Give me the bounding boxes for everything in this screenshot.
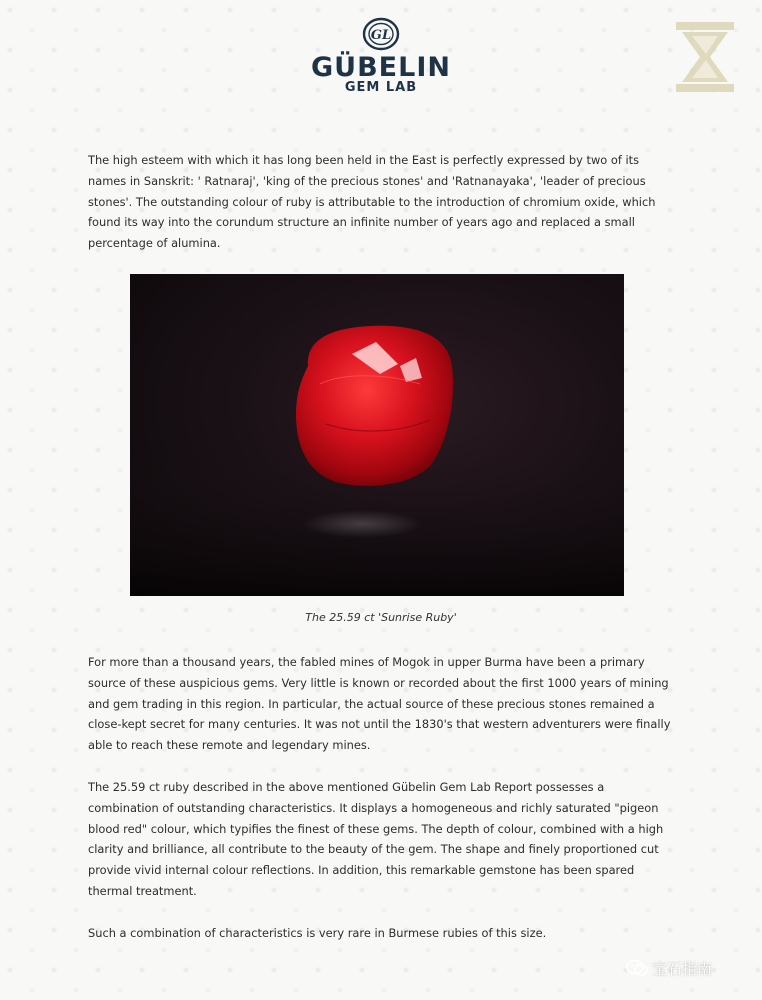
wechat-icon (626, 959, 648, 977)
watermark-text: 宝石指南 (652, 959, 713, 978)
description-paragraph: The 25.59 ct ruby described in the above mentioned Gübelin Gem Lab Report possesses a combination of outstanding characteristics. It displays a homogeneous and richly saturated "pigeon blood red" colour, which typifies the finest of these gems. The depth of colour, combined with a high clarity and brilliance, all contribute to the beauty of the gem. The shape and finely proportioned cut provide vivid internal colour reflections. In addition, this remarkable gemstone has been spared thermal treatment. (88, 780, 664, 898)
intro-paragraph: The high esteem with which it has long been held in the East is perfectly expressed by two of its names in Sanskrit: ' Ratnaraj', 'king of the precious stones' and 'Ratnanayaka', 'leader of precious stones'. The outstanding colour of ruby is attributable to the introduction of chromium oxide, which found its way into the corundum structure an infinite number of years ago and replaced a small percentage of alumina. (88, 153, 656, 251)
svg-text:GL: GL (370, 28, 392, 43)
brand-name: GÜBELIN (311, 52, 451, 83)
history-paragraph: For more than a thousand years, the fabled mines of Mogok in upper Burma have been a primary source of these auspicious gems. Very little is known or recorded about the first 1000 years of mining and gem trading in this region. In particular, the actual source of these precious stones remained a close-kept secret for many centuries. It was not until the 1830's that western adventurers were finally able to reach these remote and legendary mines. (88, 655, 671, 753)
conclusion-paragraph: Such a combination of characteristics is very rare in Burmese rubies of this size. (88, 926, 547, 940)
corner-emblem-icon (670, 18, 740, 96)
ruby-illustration (130, 274, 624, 596)
photo-caption: The 25.59 ct 'Sunrise Ruby' (305, 611, 457, 624)
gubelin-monogram-icon (361, 16, 401, 52)
source-watermark (626, 956, 712, 980)
header-logo (0, 16, 762, 95)
ruby-photo (130, 274, 624, 596)
brand-subtitle: GEM LAB (344, 80, 418, 95)
